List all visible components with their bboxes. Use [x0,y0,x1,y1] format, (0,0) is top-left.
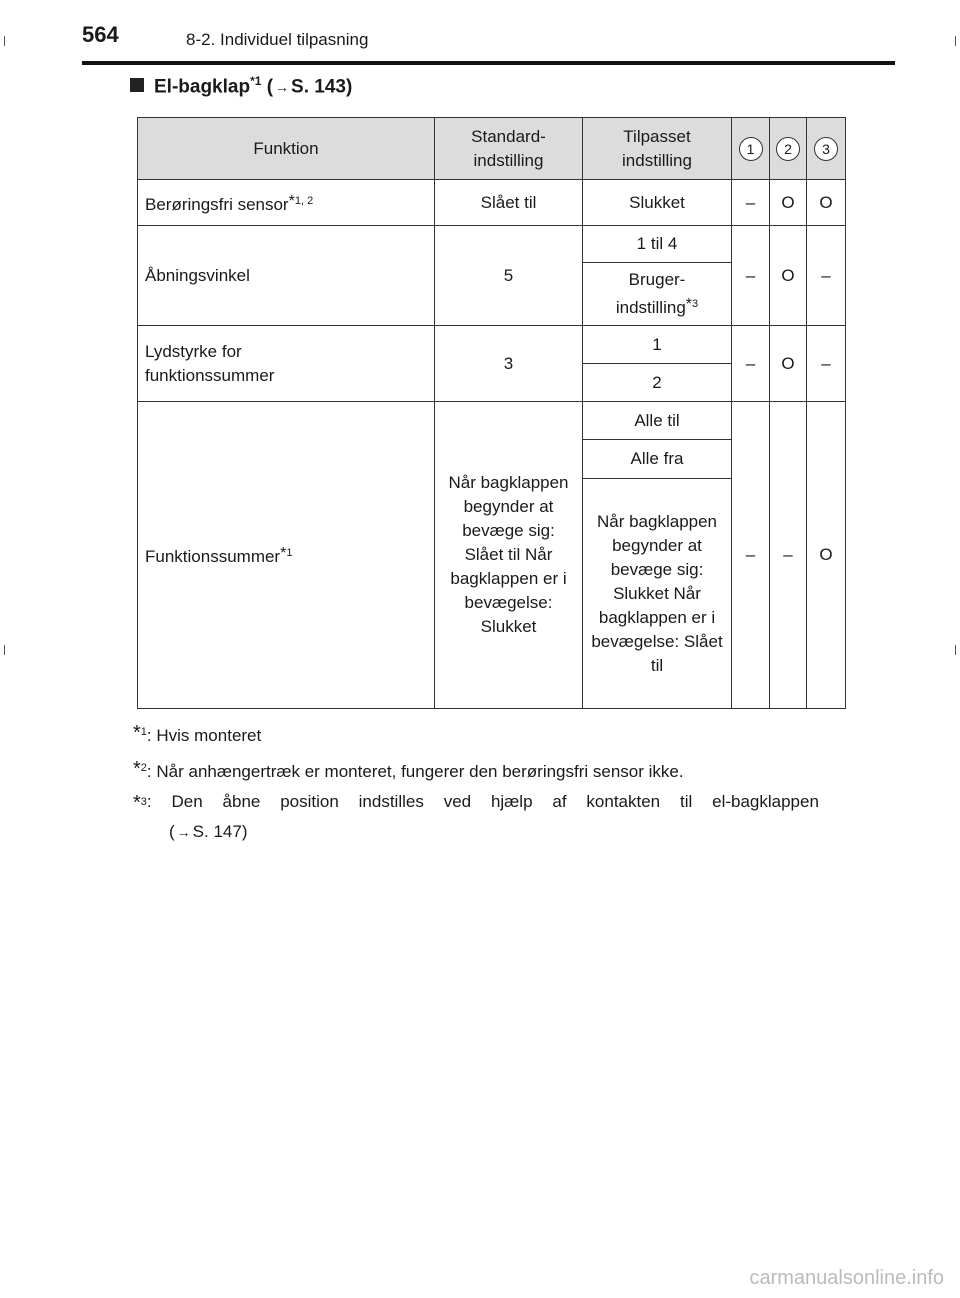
cell-mark-1: – [732,402,770,709]
circle-3-icon: 3 [814,137,838,161]
watermark: carmanualsonline.info [749,1267,944,1289]
circle-2-icon: 2 [776,137,800,161]
footnote-2: *$^2$: Når anhængertræk er monteret, fungerer den berøringsfri sensor ikke. [133,758,684,781]
cell-default: 5 [435,226,583,326]
cell-mark-1: – [732,326,770,402]
cell-mark-1: – [732,180,770,226]
crop-mark-top-left [4,36,5,46]
cell-custom: 2 [583,364,732,402]
cell-default: Når bagklappen begynder at bevæge sig: Slået til Når bagklappen er i bevægelse: Slukket [435,402,583,709]
cell-custom: Alle fra [583,440,732,479]
table-header-row [138,118,846,180]
cell-mark-3: – [807,326,846,402]
cell-function: Åbningsvinkel [138,226,435,326]
crop-mark-top-right [955,36,956,46]
arrow-right-icon: → [176,824,191,840]
cell-default: 3 [435,326,583,402]
cell-function: Berøringsfri sensor*$^{1, 2}$ [138,180,435,226]
table-row [138,226,846,263]
cell-custom: 1 til 4 [583,226,732,263]
chapter-title: 8-2. Individuel tilpasning [186,30,369,49]
page-number: 564 [82,22,119,47]
cell-mark-2: O [770,180,807,226]
crop-mark-mid-right [955,645,956,655]
footnote-3: *$^3$: Den åbne position indstilles ved hjælp af kontakten til el-bagklappen ( → S. 147) [133,792,819,841]
cell-mark-2: – [770,402,807,709]
cell-function: Lydstyrke for funktionssummer [138,326,435,402]
section-title-text: El-bagklap [154,76,251,98]
cell-custom: Alle til [583,402,732,440]
header-function: Funktion [138,118,435,180]
cell-mark-2: O [770,326,807,402]
table-row [138,326,846,364]
footnote-1: *$^1$: Hvis monteret [133,722,262,745]
circle-1-icon: 1 [739,137,763,161]
header-custom-setting: Tilpasset indstilling [583,118,732,180]
header-col-3 [807,118,846,180]
cell-custom: Bruger-indstilling*$^3$ [583,263,732,326]
cell-custom: Slukket [583,180,732,226]
cell-mark-3: O [807,402,846,709]
cell-custom: 1 [583,326,732,364]
settings-table [137,117,846,709]
cell-default: Slået til [435,180,583,226]
cell-mark-3: O [807,180,846,226]
page-ref-open: ( [266,76,274,98]
section-title-footnote: *1 [250,74,262,88]
cell-mark-3: – [807,226,846,326]
arrow-right-icon: → [275,79,290,96]
header-divider [82,61,895,65]
crop-mark-mid-left [4,645,5,655]
cell-mark-2: O [770,226,807,326]
cell-function: Funktionssummer*$^1$ [138,402,435,709]
cell-custom: Når bagklappen begynder at bevæge sig: Slukket Når bagklappen er i bevægelse: Slået til [583,479,732,709]
header-default-setting: Standard-indstilling [435,118,583,180]
table-row [138,402,846,440]
table-row [138,180,846,226]
header-col-2 [770,118,807,180]
square-bullet-icon [130,78,144,92]
section-title [130,74,352,98]
cell-mark-1: – [732,226,770,326]
header-col-1 [732,118,770,180]
page-ref: S. 143) [291,76,353,98]
